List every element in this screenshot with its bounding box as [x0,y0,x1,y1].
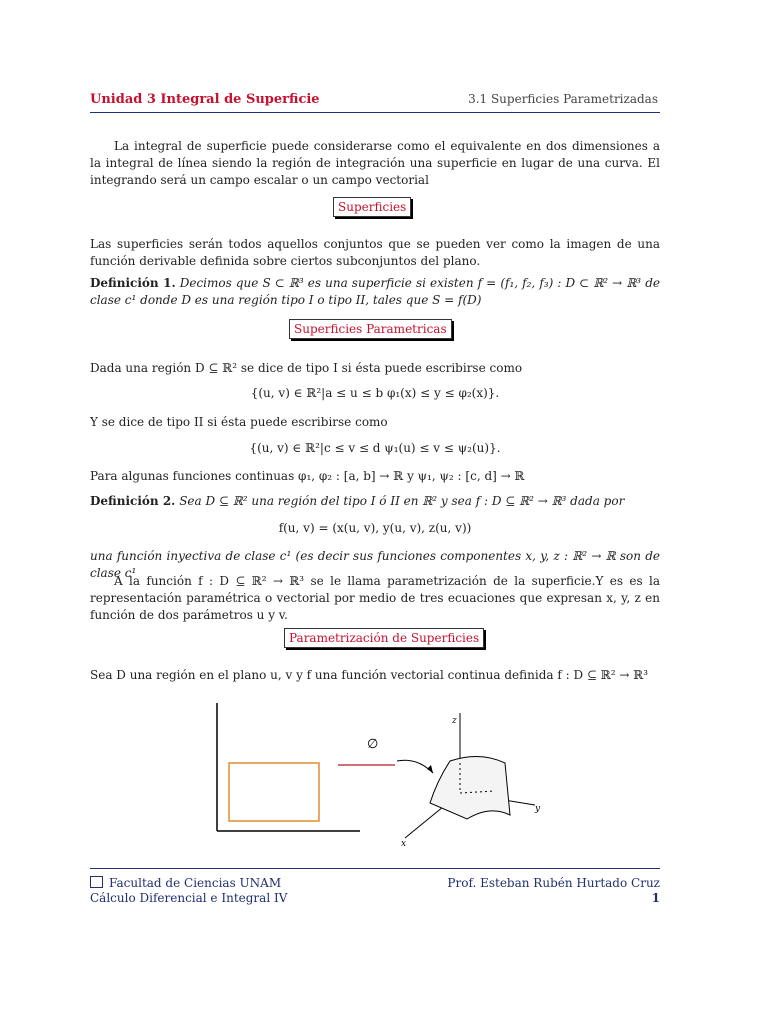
y-label: y [535,804,541,814]
definition-2-equation: f(u, v) = (x(u, v), y(u, v), z(u, v)) [278,521,472,535]
footer-left-2: Cálculo Diferencial e Integral IV [90,891,288,905]
intro-paragraph: La integral de superficie puede considerarse como el equivalente en dos dimensiones a la integral de línea siendo la región de integración una superficie en lugar de una curva. El integrando será un campo escalar o un campo vectorial [90,139,660,187]
unam-logo-icon [90,876,103,888]
definition-1-text: Decimos que S ⊂ ℝ³ es una superficie si existen f = (f₁, f₂, f₃) : D ⊂ ℝ² → ℝ³ de clase c¹ donde D es una región tipo I o tipo II, tales que S = f(D) [90,276,660,307]
definition-2-text: Sea D ⊆ ℝ² una región del tipo I ó II en ℝ² y sea f : D ⊆ ℝ² → ℝ³ dada por [179,494,625,508]
z-label: z [452,716,457,726]
parametrization-paragraph: A la función f : D ⊆ ℝ² → ℝ³ se le llama parametrización de la superficie.Y es es la representación paramétrica o vectorial por medio de tres ecuaciones que expresan x, y, z en función de dos parámetros u y v. [90,574,660,622]
mapping-curved-arrow [397,760,433,773]
definition-2-label: Definición 2. [90,494,176,508]
region-line: Sea D una región en el plano u, v y f una función vectorial continua definida f : D ⊆ ℝ² → ℝ³ [90,668,649,682]
region-d-rectangle [229,763,319,821]
definition-1-label: Definición 1. [90,276,176,290]
tipo-i-equation: {(u, v) ∈ ℝ²|a ≤ u ≤ b φ₁(x) ≤ y ≤ φ₂(x)}. [250,386,500,400]
parametrization-figure [205,693,545,853]
definition-2 [90,493,660,510]
footer-author: Prof. Esteban Rubén Hurtado Cruz [447,876,660,890]
header-rule [90,112,660,113]
x-label: x [401,839,407,849]
map-label: ∅ [367,737,379,752]
continuous-functions-line: Para algunas funciones continuas φ₁, φ₂ : [a, b] → ℝ y ψ₁, ψ₂ : [c, d] → ℝ [90,469,525,483]
section-box-superficies-parametricas: Superficies Parametricas [289,319,452,339]
header-unit-title: Unidad 3 Integral de Superficie [90,92,320,107]
definition-1 [90,275,660,309]
section-box-superficies: Superficies [333,197,411,217]
definition-2-continuation: una función inyectiva de clase c¹ (es decir sus funciones componentes x, y, z : ℝ² → ℝ son de clase c¹ [90,549,660,580]
tipo-ii-equation: {(u, v) ∈ ℝ²|c ≤ v ≤ d ψ₁(u) ≤ v ≤ ψ₂(u)}. [249,441,501,455]
section-box-parametrizacion: Parametrización de Superficies [284,628,484,648]
header-section-title: 3.1 Superficies Parametrizadas [468,92,658,106]
footer-rule [90,868,660,869]
tipo-ii-line: Y se dice de tipo II si ésta puede escribirse como [90,415,388,429]
page-number: 1 [651,891,660,905]
footer-left-1: Facultad de Ciencias UNAM [90,876,281,890]
surface-s [430,756,510,819]
tipo-i-line: Dada una región D ⊆ ℝ² se dice de tipo I si ésta puede escribirse como [90,361,523,375]
superficies-paragraph: Las superficies serán todos aquellos conjuntos que se pueden ver como la imagen de una función derivable definida sobre ciertos subconjuntos del plano. [90,237,660,268]
